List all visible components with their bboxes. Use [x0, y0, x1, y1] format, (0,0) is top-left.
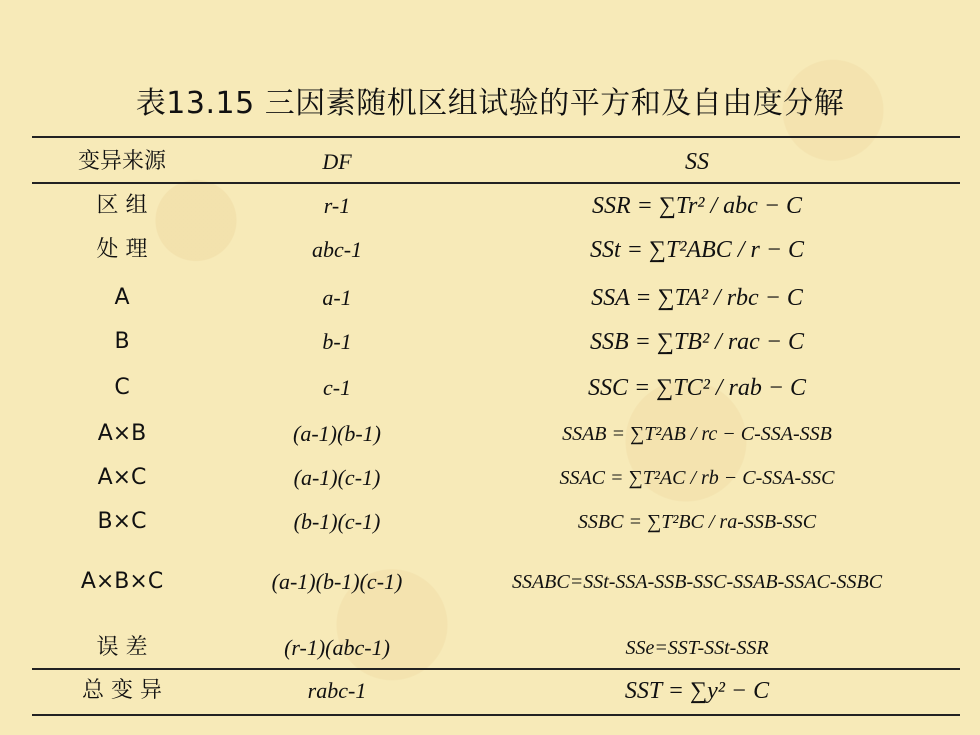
row-ss: SSBC = ∑T²BC / ra-SSB-SSC — [577, 511, 817, 533]
row-df: r-1 — [323, 193, 351, 218]
row-source: A×B — [97, 421, 147, 446]
table-row — [32, 502, 960, 542]
row-source: A×C — [97, 465, 147, 490]
row-ss: SSABC=SSt-SSA-SSB-SSC-SSAB-SSAC-SSBC — [511, 571, 883, 593]
table-row — [32, 322, 960, 362]
row-source: A — [114, 285, 130, 310]
row-ss: SSt = ∑T²ABC / r − C — [589, 237, 805, 263]
row-ss: SSB = ∑TB² / rac − C — [589, 329, 805, 355]
table-row — [32, 671, 960, 711]
table-header-rule — [32, 182, 960, 184]
row-source: C — [114, 375, 130, 400]
row-ss: SST = ∑y² − C — [624, 678, 770, 704]
row-source: B — [114, 329, 130, 354]
row-df: (b-1)(c-1) — [293, 509, 381, 534]
row-df: abc-1 — [311, 237, 363, 262]
row-source: 误 差 — [96, 635, 148, 660]
row-df: (r-1)(abc-1) — [284, 635, 390, 660]
row-source: 区 组 — [96, 193, 148, 218]
row-source: 处 理 — [96, 237, 148, 262]
table-row — [32, 414, 960, 454]
table-row — [32, 278, 960, 318]
row-source: A×B×C — [80, 569, 164, 594]
header-df: DF — [322, 149, 352, 174]
table-row — [32, 368, 960, 408]
row-ss: SSR = ∑Tr² / abc − C — [591, 193, 803, 219]
row-source: B×C — [97, 509, 147, 534]
table-row — [32, 458, 960, 498]
table-row — [32, 562, 960, 602]
row-df: b-1 — [322, 329, 352, 354]
row-df: a-1 — [322, 285, 352, 310]
row-ss: SSAC = ∑T²AC / rb − C-SSA-SSC — [559, 467, 835, 489]
row-df: (a-1)(b-1)(c-1) — [271, 569, 403, 594]
table-row — [32, 628, 960, 668]
row-ss: SSA = ∑TA² / rbc − C — [591, 285, 803, 311]
row-df: rabc-1 — [307, 678, 367, 703]
header-ss: SS — [685, 149, 709, 175]
page-title: 表13.15 三因素随机区组试验的平方和及自由度分解 — [135, 86, 845, 121]
table-header-row — [32, 142, 960, 182]
row-ss: SSAB = ∑T²AB / rc − C-SSA-SSB — [562, 423, 832, 445]
row-source: 总 变 异 — [82, 678, 162, 703]
table-row — [32, 186, 960, 226]
table-bottom-rule — [32, 714, 960, 716]
row-ss: SSC = ∑TC² / rab − C — [587, 375, 807, 401]
row-df: (a-1)(b-1) — [293, 421, 381, 446]
header-source: 变异来源 — [77, 149, 166, 174]
row-df: (a-1)(c-1) — [293, 465, 381, 490]
table-total-rule — [32, 668, 960, 670]
table-top-rule — [32, 136, 960, 138]
row-df: c-1 — [322, 375, 352, 400]
row-ss: SSe=SST-SSt-SSR — [625, 637, 769, 659]
table-row — [32, 230, 960, 270]
